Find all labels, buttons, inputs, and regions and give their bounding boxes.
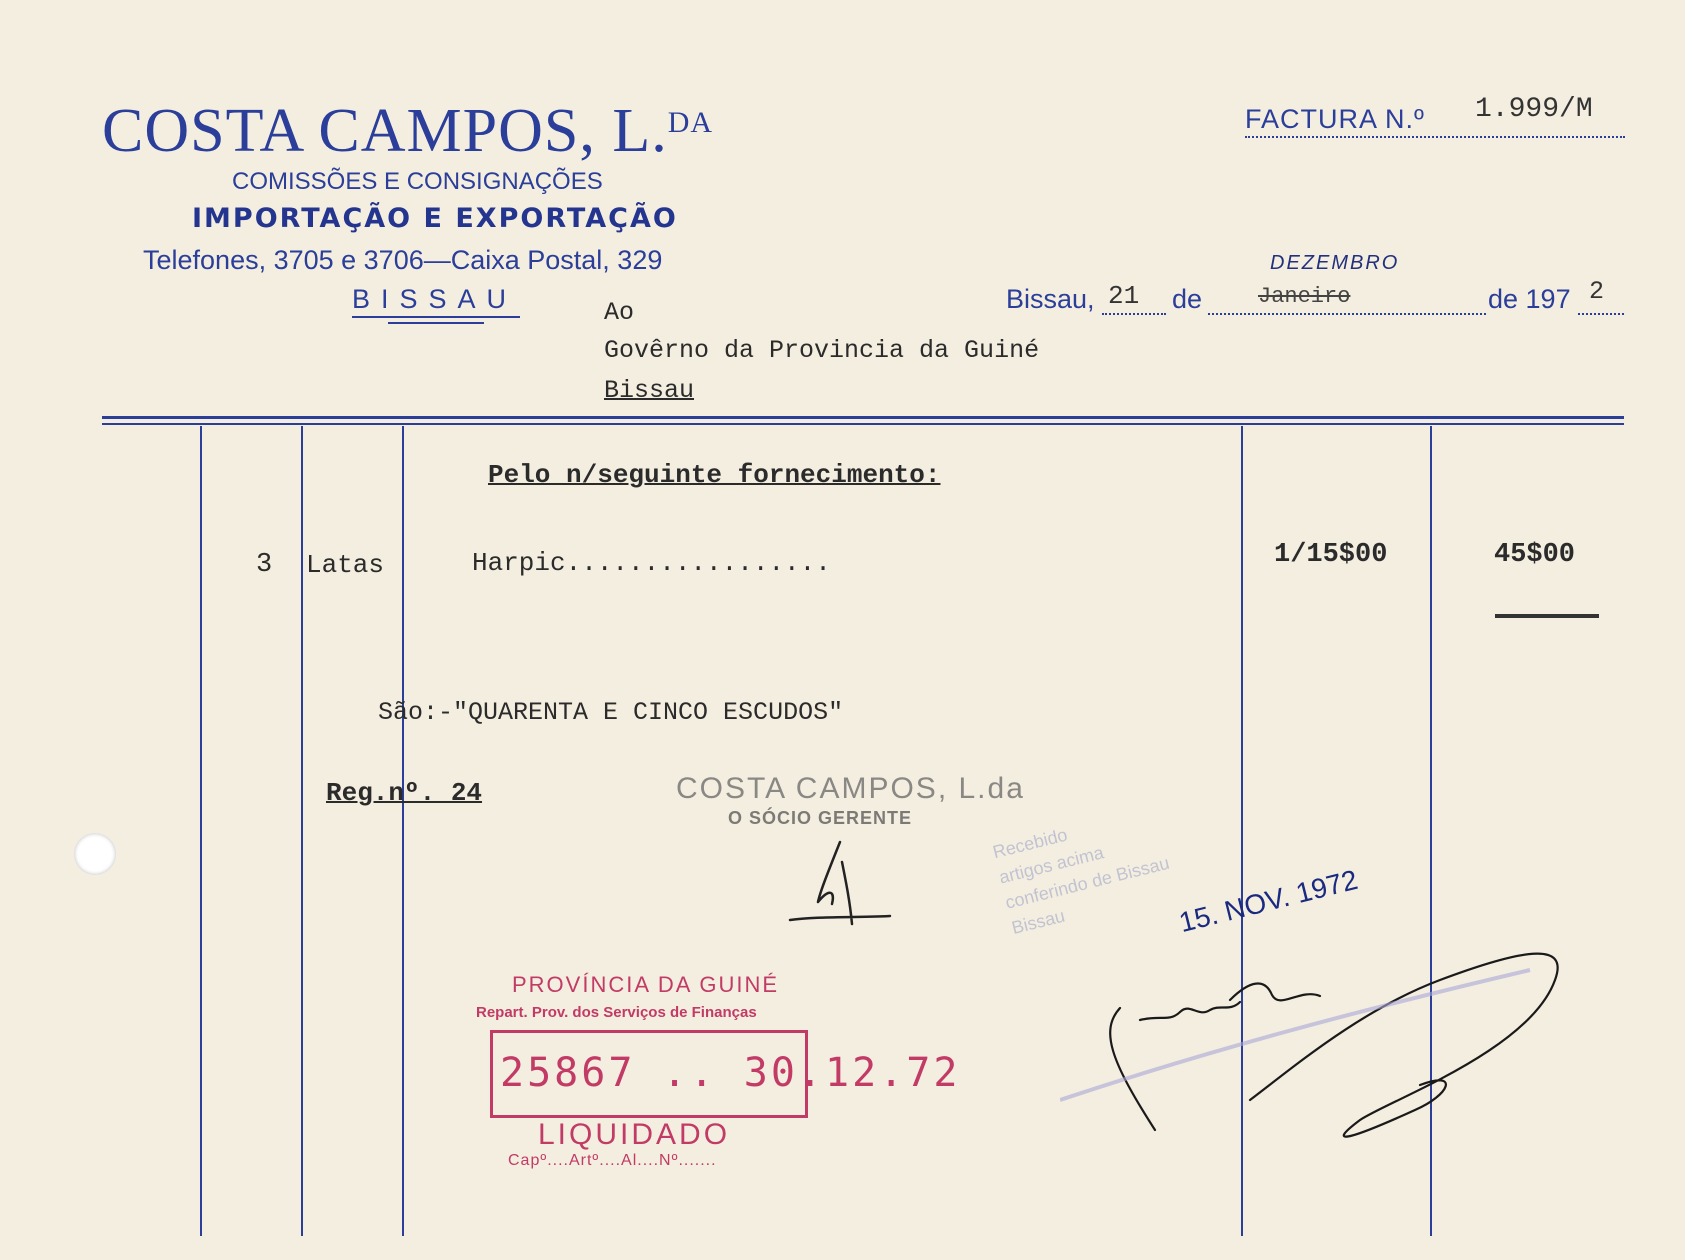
column-divider — [200, 426, 202, 1236]
punch-hole — [74, 833, 116, 875]
date-day: 21 — [1108, 281, 1140, 311]
item-unit: Latas — [306, 550, 385, 580]
date-dotted-line — [1102, 313, 1166, 315]
company-activity-2: IMPORTAÇÃO E EXPORTAÇÃO — [192, 203, 678, 234]
item-total: 45$00 — [1494, 540, 1576, 570]
date-month-struck: Janeiro — [1258, 284, 1351, 309]
company-name: COSTA CAMPOS, L.$^{DA}$ — [102, 97, 714, 165]
city-underline-short — [388, 322, 484, 324]
date-year-prefix: de 197 — [1488, 284, 1571, 314]
company-stamp-role: O SÓCIO GERENTE — [728, 808, 913, 828]
date-dotted-line — [1208, 313, 1486, 315]
finance-stamp-department: Repart. Prov. dos Serviços de Finanças — [476, 1004, 757, 1021]
received-stamp-faint: Recebido artigos acima conferindo de Bissau Bissau — [990, 824, 1172, 938]
received-date-stamp: 15. NOV. 1972 — [1176, 863, 1361, 939]
finance-stamp-code: 25867 .. 30.12.72 — [500, 1050, 961, 1096]
date-city: Bissau, — [1006, 284, 1095, 314]
invoice-number-label: FACTURA N.º — [1245, 104, 1425, 134]
addressee-name: Govêrno da Provincia da Guiné — [604, 336, 1040, 365]
supply-heading: Pelo n/seguinte fornecimento: — [488, 460, 941, 490]
item-quantity: 3 — [256, 550, 273, 580]
invoice-number-dotted-line — [1245, 136, 1625, 138]
manager-signature — [780, 832, 900, 932]
addressee-city: Bissau — [604, 376, 695, 405]
city-underline — [352, 316, 520, 318]
column-divider — [402, 426, 404, 1236]
company-activity-1: COMISSÕES E CONSIGNAÇÕES — [232, 168, 603, 195]
date-de: de — [1172, 284, 1203, 314]
item-unit-price: 1/15$00 — [1274, 540, 1388, 570]
addressee-prefix: Ao — [604, 298, 635, 327]
company-city: BISSAU — [352, 284, 518, 314]
total-underline — [1495, 614, 1599, 618]
table-top-rule-thin — [102, 423, 1624, 425]
amount-in-words: São:-"QUARENTA E CINCO ESCUDOS" — [378, 698, 844, 727]
company-stamp: COSTA CAMPOS, L.da — [676, 772, 1025, 805]
date-dotted-line — [1578, 313, 1624, 315]
item-description: Harpic................. — [472, 548, 831, 578]
finance-stamp-status: LIQUIDADO — [538, 1118, 731, 1151]
date-month-handwritten: DEZEMBRO — [1270, 252, 1400, 274]
date-year-digit: 2 — [1589, 277, 1605, 306]
registration-number: Reg.nº. 24 — [326, 778, 483, 808]
finance-stamp-footer: Capº....Artº....Al....Nº....... — [508, 1152, 717, 1169]
receiver-signature — [1060, 900, 1580, 1160]
column-divider — [301, 426, 303, 1236]
invoice-number: 1.999/M — [1475, 94, 1593, 125]
finance-stamp-title: PROVÍNCIA DA GUINÉ — [512, 972, 780, 997]
company-suffix: DA — [667, 106, 714, 139]
company-contacts: Telefones, 3705 e 3706—Caixa Postal, 329 — [143, 245, 663, 275]
table-top-rule — [102, 416, 1624, 419]
